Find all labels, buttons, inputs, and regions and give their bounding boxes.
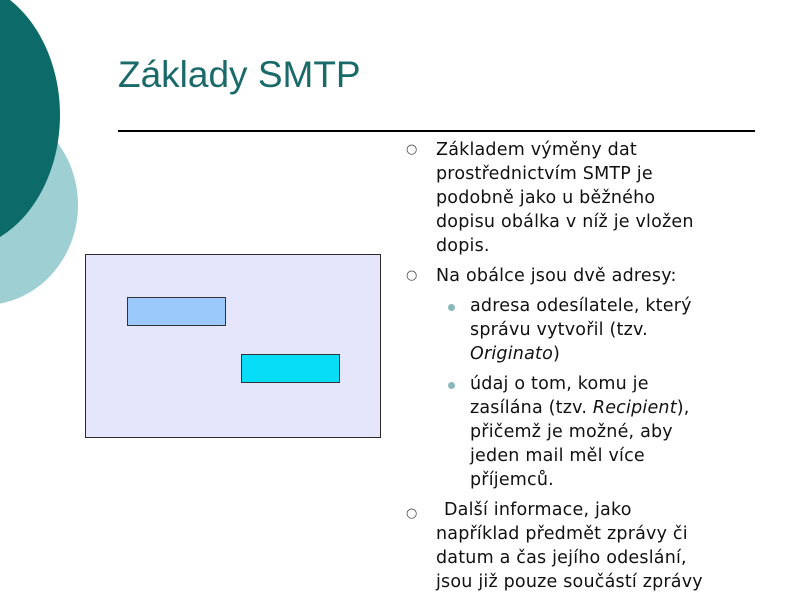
item-text-line: Další informace, jako <box>444 500 632 520</box>
item-text-line: jsou již pouze součástí zprávy <box>436 572 703 592</box>
sub-item-text-post: ), <box>676 398 690 418</box>
sub-list-item <box>400 372 790 492</box>
slide-title: Základy SMTP <box>118 54 361 95</box>
list-item <box>400 264 790 288</box>
title-divider <box>118 130 755 132</box>
item-text-line: Základem výměny dat <box>436 140 637 160</box>
sub-item-text-line: údaj o tom, komu je <box>470 374 649 394</box>
sub-item-text-line: příjemců. <box>470 470 554 490</box>
sub-item-text-tail: ) <box>553 344 561 364</box>
sub-item-text-line <box>470 396 790 420</box>
sub-item-text-line: správu vytvořil (tzv. <box>470 320 648 340</box>
sub-item-text-pre: zasílána (tzv. <box>470 398 593 418</box>
dot-bullet-icon <box>448 304 455 311</box>
dot-bullet-icon <box>448 382 455 389</box>
sub-item-text-line: jeden mail měl více <box>470 446 645 466</box>
sender-address-box <box>127 297 226 326</box>
circle-bullet-icon: ○ <box>406 506 418 521</box>
item-text-line: například předmět zprávy či <box>436 524 688 544</box>
circle-bullet-icon: ○ <box>406 142 418 157</box>
item-text-line: dopisu obálka v níž je vložen <box>436 212 694 232</box>
emphasis-text: Originato <box>470 344 553 364</box>
item-text-line: dopis. <box>436 236 490 256</box>
sub-list-item <box>400 294 790 366</box>
item-text-line: Na obálce jsou dvě adresy: <box>436 266 677 286</box>
sub-item-text-line: adresa odesílatele, který <box>470 296 692 316</box>
item-text-line: prostřednictvím SMTP je <box>436 164 653 184</box>
recipient-address-box <box>241 354 340 383</box>
emphasis-text: Recipient <box>592 398 677 418</box>
list-item <box>400 498 790 594</box>
sub-item-text-line: přičemž je možné, aby <box>470 422 673 442</box>
list-item <box>400 138 790 258</box>
sub-item-text-line <box>470 342 790 366</box>
item-text-line: podobně jako u běžného <box>436 188 656 208</box>
envelope-illustration <box>85 254 381 438</box>
bullet-list <box>400 138 790 600</box>
item-text-line: datum a čas jejího odeslání, <box>436 548 687 568</box>
circle-bullet-icon: ○ <box>406 268 418 283</box>
